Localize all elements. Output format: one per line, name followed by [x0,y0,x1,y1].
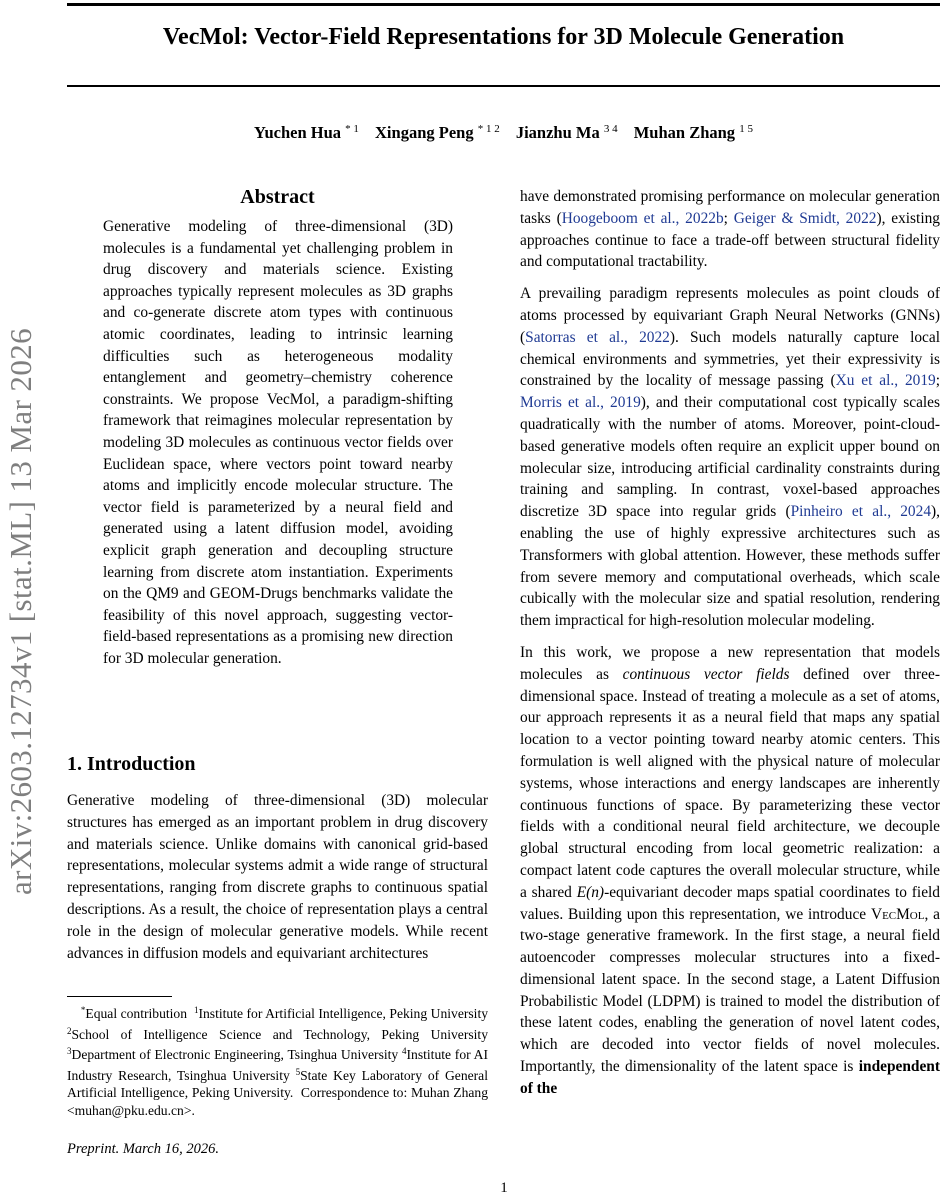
arxiv-sidebar-stamp: arXiv:2603.12734v1 [stat.ML] 13 Mar 2026 [3,327,38,895]
method-name: VecMol [870,905,925,923]
citation-link[interactable]: Satorras et al., 2022 [525,328,670,346]
top-rule [67,3,940,6]
preprint-note: Preprint. March 16, 2026. [67,1141,219,1157]
introduction-paragraph: Generative modeling of three-dimensional (3D) molecular structures has emerged as an important problem in drug discovery and materials science. Unlike domains with canonical grid-based representations, molecular systems admit a wide range of structural representations, ranging from discrete graphs to continuous spatial descriptions. As a result, the choice of representation plays a central role in the design of molecular generative models. While recent advances in diffusion models and equivariant architectures [67,792,488,962]
footnote-rule [67,996,172,997]
footnote: *Equal contribution $^1$Institute for Artificial Intelligence, Peking University $^2$School of Intelligence Science and Technology, Peking University $^3$Department of Electronic Engineering, Tsinghua University $^4$Institute for AI Industry Research, Tsinghua University $^5$State Key Laboratory of General Artificial Intelligence, Peking University. Correspondence to: Muhan Zhang <muhan@pku.edu.cn>. [67,1005,489,1118]
citation-link[interactable]: Hoogeboom et al., 2022b [561,209,724,227]
citation-link[interactable]: Geiger & Smidt, 2022 [733,209,877,227]
correspondence: Correspondence to: Muhan Zhang <muhan@pku.edu.cn>. [67,1085,488,1118]
author: Muhan Zhang $^{1 5}$ [633,123,753,142]
citation-link[interactable]: Morris et al., 2019 [520,394,641,412]
body-paragraph: A prevailing paradigm represents molecules as point clouds of atoms processed by equivariant Graph Neural Networks (GNNs) (Satorras et al., 2022). Such models naturally capture local chemical environments and symmetries, yet their expressivity is constrained by the locality of message passing (Xu et al., 2019; Morris et al., 2019), and their computational cost typically scales quadratically with the number of atoms. Moreover, point-cloud-based generative models often require an explicit upper bound on molecular size, introducing artificial cardinality constraints during training and sampling. In contrast, voxel-based approaches discretize 3D space into regular grids (Pinheiro et al., 2024), enabling the use of highly expressive architectures such as Transformers with global attention. However, these methods suffer from severe memory and computational overheads, which scale cubically with the molecular size and spatial resolution, rendering them impractical for high-resolution molecular modeling. [520,285,941,630]
right-column [520,186,940,1110]
citation-link[interactable]: Xu et al., 2019 [835,372,936,390]
author-list [67,123,940,143]
abstract-body: Generative modeling of three-dimensional (3D) molecules is a fundamental yet challenging problem in drug discovery and materials science. Existing approaches typically represent molecules as 3D graphs and co-generate discrete atom types with continuous atomic coordinates, leading to intrinsic learning difficulties such as heterogeneous modality entanglement and geometry–chemistry coherence constraints. We propose VecMol, a paradigm-shifting framework that reimagines molecular representation by modeling 3D molecules as continuous vector fields over Euclidean space, where vectors point toward nearby atoms and implicitly encode molecular structure. The vector field is parameterized by a neural field and generated using a latent diffusion model, avoiding explicit graph generation and decoupling structure learning from discrete atom instantiation. Experiments on the QM9 and GEOM-Drugs benchmarks validate the feasibility of this novel approach, suggesting vector-field-based representations as a promising new direction for 3D molecular generation. [103,218,453,667]
author: Yuchen Hua $^{* 1}$ [254,123,359,142]
author: Jianzhu Ma $^{3 4}$ [515,123,618,142]
body-paragraph: In this work, we propose a new representation that models molecules as continuous vector fields defined over three-dimensional space. Instead of treating a molecule as a set of atoms, our approach represents it as a neural field that maps any spatial location to a vector pointing toward nearby atomic centers. This formulation is well aligned with the physical nature of molecular systems, whose interactions and energy landscapes are inherently continuous functions of space. By parameterizing these vector fields with a conditional neural field architecture, we decouple global structural encoding from local geometric realization: a compact latent code captures the overall molecular structure, while a shared E(n)-equivariant decoder maps spatial coordinates to field values. Building upon this representation, we introduce VecMol, a two-stage generative framework. In the first stage, a neural field autoencoder compresses molecular structures into a fixed-dimensional latent space. In the second stage, a Latent Diffusion Probabilistic Model (LDPM) is trained to model the distribution of these latent codes, enabling the generation of novel latent codes, which are decoded into vector fields of novel molecules. Importantly, the dimensionality of the latent space is independent of the [520,643,940,1097]
page-number: 1 [500,1180,508,1196]
math-expression: E(n) [576,883,605,901]
abstract-heading: Abstract [240,186,315,208]
author: Xingang Peng $^{* 1 2}$ [375,123,500,142]
title-bottom-rule [67,85,940,87]
body-paragraph: have demonstrated promising performance on molecular generation tasks (Hoogeboom et al., 2022b; Geiger & Smidt, 2022), existing approaches continue to face a trade-off between structural fidelity and computational tractability. [520,188,940,271]
citation-link[interactable]: Pinheiro et al., 2024 [790,503,932,521]
paper-title: VecMol: Vector-Field Representations for 3D Molecule Generation [162,24,845,50]
introduction-heading: 1. Introduction [67,753,196,775]
